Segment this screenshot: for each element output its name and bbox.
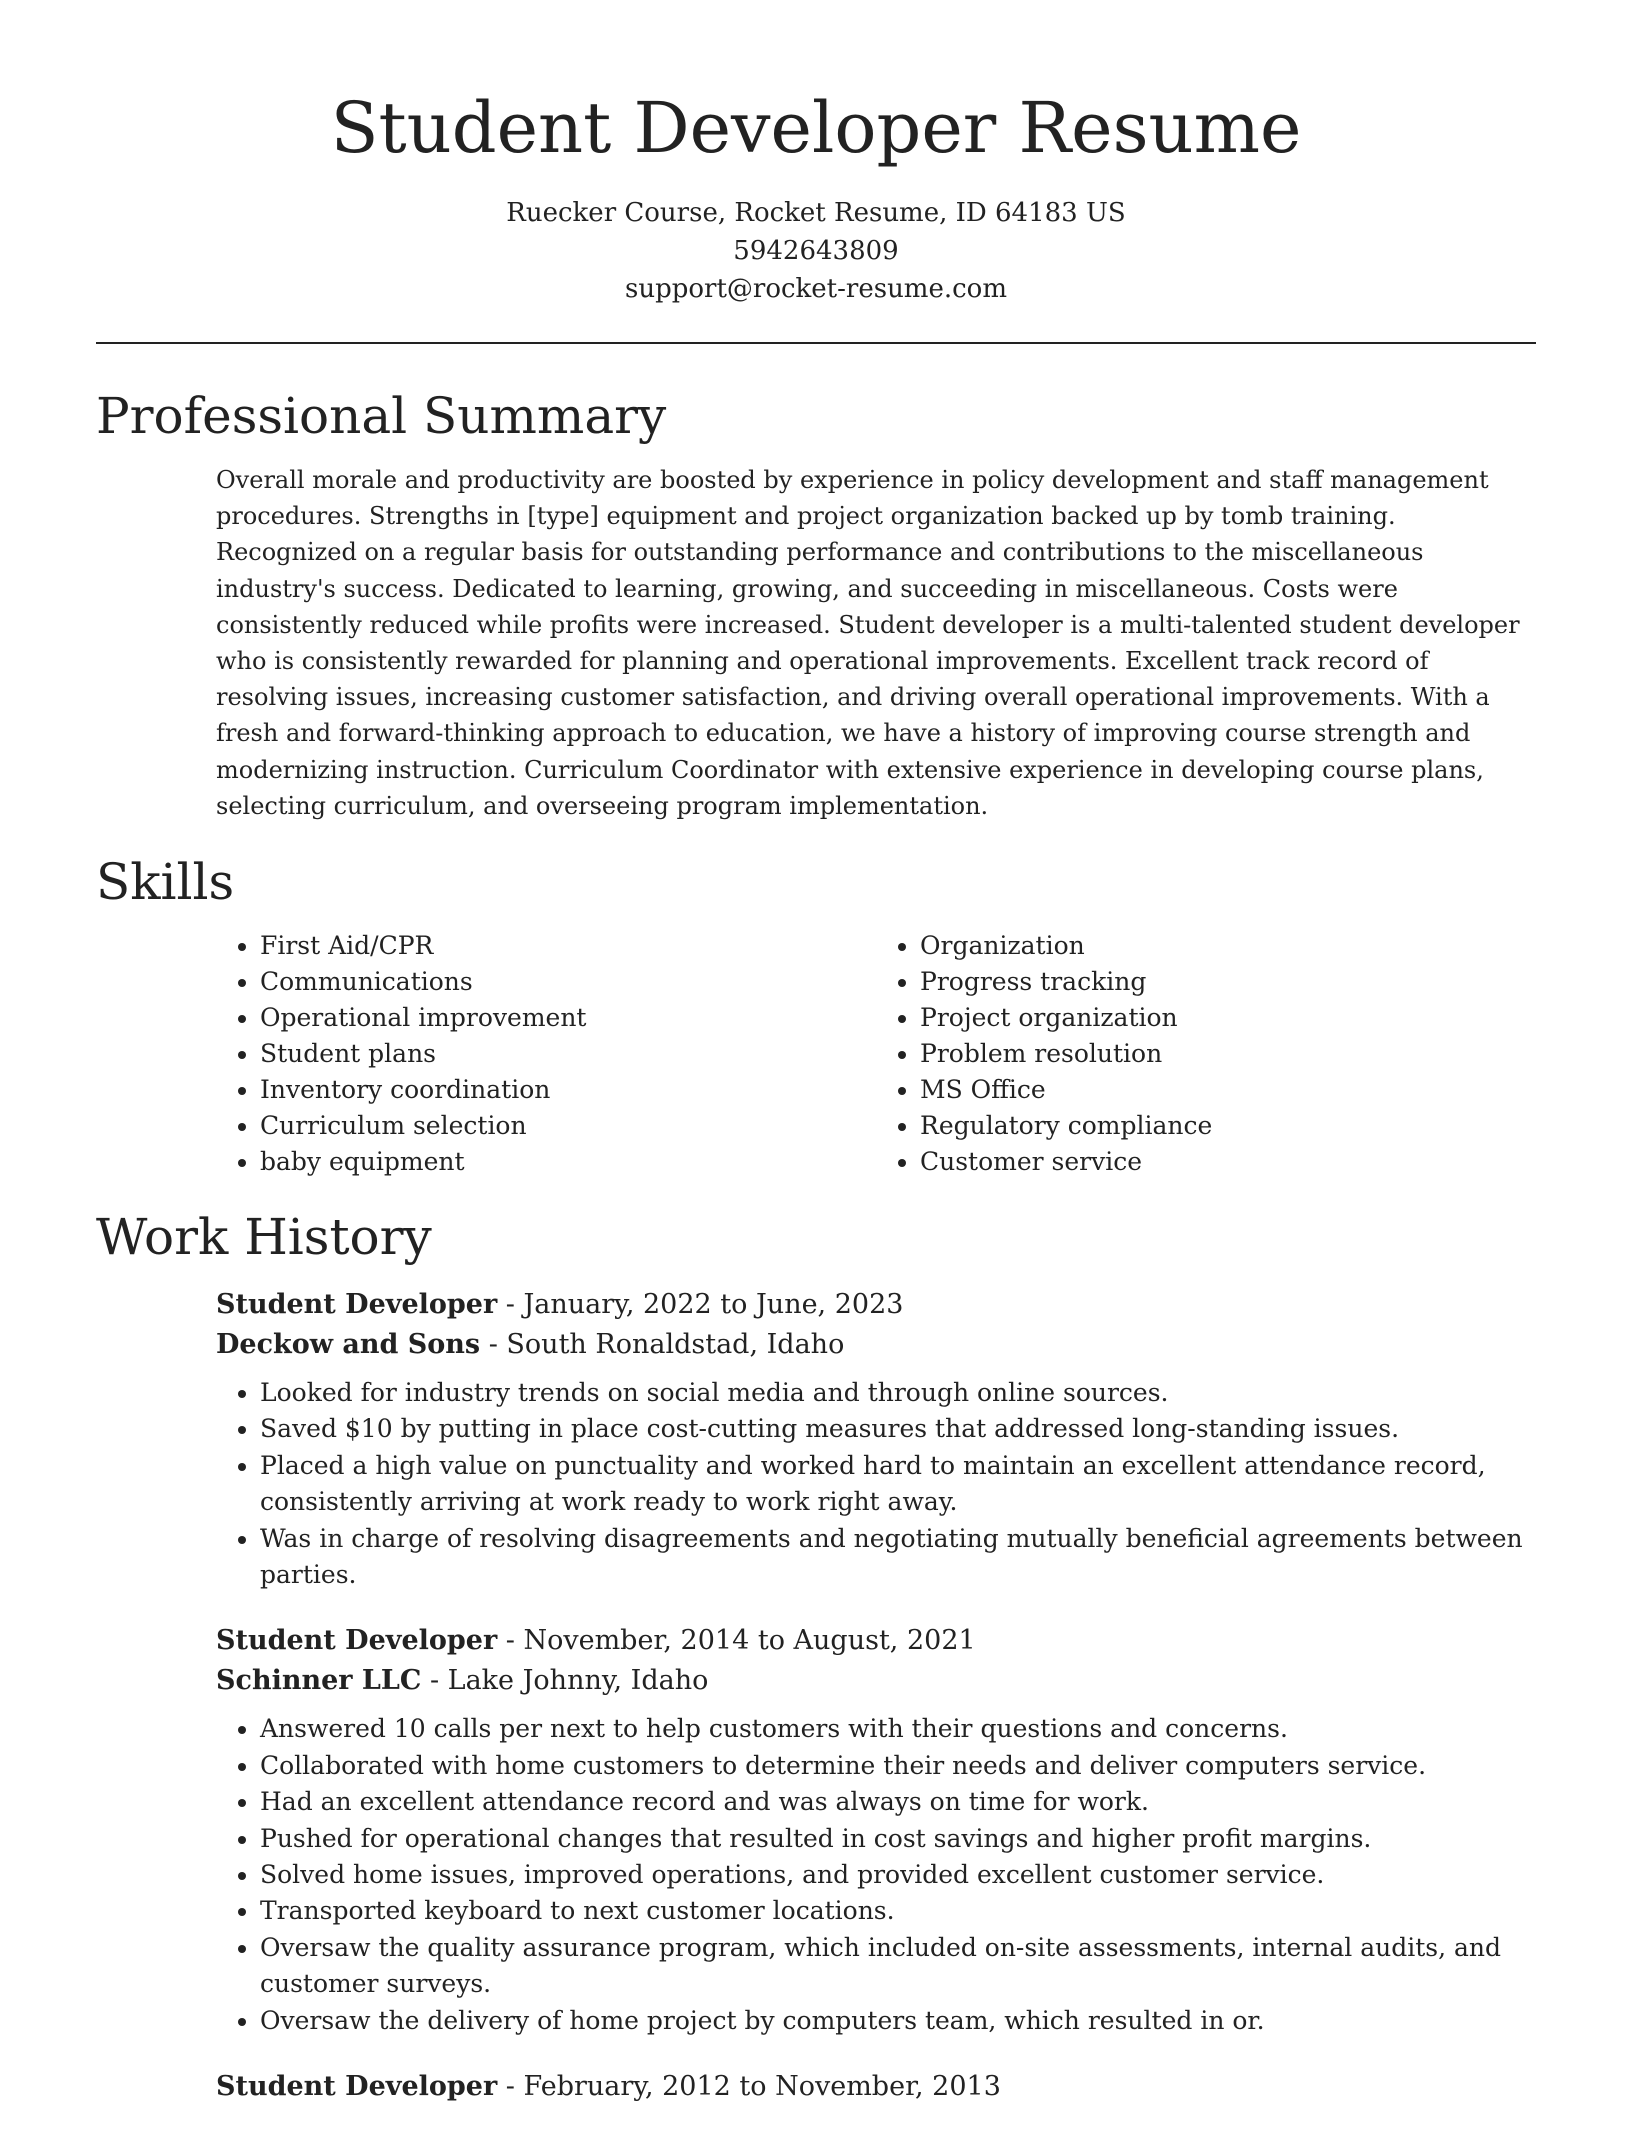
skill-item: • Customer service bbox=[920, 1144, 1536, 1180]
section-title-work-history: Work History bbox=[96, 1208, 432, 1266]
summary-text: Overall morale and productivity are boosted by experience in policy development and staff management procedures. Strengths in [type] equipment and project organization backed up by tomb training. Recognized on a regular basis for outstanding performance and contributions to the miscellaneous industry's success. Dedicated to learning, growing, and succeeding in miscellaneous. Costs were consistently reduced while profits were increased. Student developer is a multi-talented student developer who is consistently rewarded for planning and operational improvements. Excellent track record of resolving issues, increasing customer satisfaction, and driving overall operational improvements. With a fresh and forward-thinking approach to education, we have a history of improving course strength and modernizing instruction. Curriculum Coordinator with extensive experience in developing course plans, selecting curriculum, and overseeing program implementation. bbox=[216, 466, 1520, 820]
skill-item: • baby equipment bbox=[260, 1144, 876, 1180]
job-company: Deckow and Sons bbox=[216, 1329, 481, 1360]
skill-item: • Curriculum selection bbox=[260, 1108, 876, 1144]
job-bullet: • Answered 10 calls per next to help customers with their questions and concerns. bbox=[260, 1711, 1536, 1747]
job-title-line bbox=[216, 2067, 1536, 2107]
job-bullet: • Saved $10 by putting in place cost-cutting measures that addressed long-standing issues. bbox=[260, 1411, 1536, 1447]
work-history-list bbox=[216, 1285, 1536, 2135]
resume-title: Student Developer Resume bbox=[330, 87, 1302, 169]
job-bullet: • Looked for industry trends on social media and through online sources. bbox=[260, 1375, 1536, 1411]
job-title-line bbox=[216, 1621, 1536, 1661]
job-entry bbox=[216, 2067, 1536, 2107]
job-bullet: • Was in charge of resolving disagreements and negotiating mutually beneficial agreements between parties. bbox=[260, 1521, 1536, 1594]
job-bullet: • Pushed for operational changes that resulted in cost savings and higher profit margins. bbox=[260, 1821, 1536, 1857]
job-dates: - January, 2022 to June, 2023 bbox=[497, 1289, 904, 1320]
contact-block bbox=[0, 194, 1632, 308]
section-title-skills: Skills bbox=[96, 853, 235, 911]
job-title: Student Developer bbox=[216, 1289, 498, 1320]
job-company: Schinner LLC bbox=[216, 1665, 422, 1697]
skill-item: • Student plans bbox=[260, 1036, 876, 1072]
job-bullet: • Collaborated with home customers to determine their needs and deliver computers service. bbox=[260, 1748, 1536, 1784]
skill-item: • Progress tracking bbox=[920, 964, 1536, 1000]
job-bullets bbox=[216, 1375, 1536, 1593]
skills-column-right bbox=[876, 928, 1536, 1180]
job-title-line bbox=[216, 1285, 1536, 1325]
job-entry bbox=[216, 1285, 1536, 1593]
skill-item: • Regulatory compliance bbox=[920, 1108, 1536, 1144]
job-bullet: • Transported keyboard to next customer locations. bbox=[260, 1893, 1536, 1929]
skill-item: • Operational improvement bbox=[260, 1000, 876, 1036]
contact-email: support@rocket-resume.com bbox=[624, 274, 1007, 304]
job-company-line bbox=[216, 1661, 1536, 1701]
skills-column-left bbox=[216, 928, 876, 1180]
job-bullets bbox=[216, 1711, 1536, 2039]
skill-item: • Problem resolution bbox=[920, 1036, 1536, 1072]
job-company-line bbox=[216, 1325, 1536, 1365]
job-bullet: • Oversaw the quality assurance program, which included on-site assessments, internal audits, and customer surveys. bbox=[260, 1930, 1536, 2003]
job-title: Student Developer bbox=[216, 2071, 498, 2103]
resume-header bbox=[0, 0, 1632, 308]
job-bullet: • Oversaw the delivery of home project by computers team, which resulted in or. bbox=[260, 2003, 1536, 2039]
skill-item: • Inventory coordination bbox=[260, 1072, 876, 1108]
job-location: - Lake Johnny, Idaho bbox=[421, 1665, 709, 1697]
job-entry bbox=[216, 1621, 1536, 2039]
job-dates: - November, 2014 to August, 2021 bbox=[497, 1625, 976, 1657]
section-title-summary: Professional Summary bbox=[96, 387, 667, 445]
job-location: - South Ronaldstad, Idaho bbox=[480, 1329, 845, 1360]
skills-list bbox=[216, 928, 1536, 1180]
job-bullet: • Solved home issues, improved operations, and provided excellent customer service. bbox=[260, 1857, 1536, 1893]
job-title: Student Developer bbox=[216, 1625, 498, 1657]
job-bullet: • Placed a high value on punctuality and worked hard to maintain an excellent attendance record, consistently arriving at work ready to work right away. bbox=[260, 1448, 1536, 1521]
job-bullet: • Had an excellent attendance record and was always on time for work. bbox=[260, 1784, 1536, 1820]
skill-item: • MS Office bbox=[920, 1072, 1536, 1108]
contact-phone: 5942643809 bbox=[733, 236, 899, 266]
skill-item: • Project organization bbox=[920, 1000, 1536, 1036]
job-dates: - February, 2012 to November, 2013 bbox=[497, 2071, 1001, 2103]
skill-item: • Communications bbox=[260, 964, 876, 1000]
skill-item: • First Aid/CPR bbox=[260, 928, 876, 964]
header-divider bbox=[96, 342, 1536, 344]
contact-address: Ruecker Course, Rocket Resume, ID 64183 US bbox=[506, 198, 1126, 228]
skill-item: • Organization bbox=[920, 928, 1536, 964]
